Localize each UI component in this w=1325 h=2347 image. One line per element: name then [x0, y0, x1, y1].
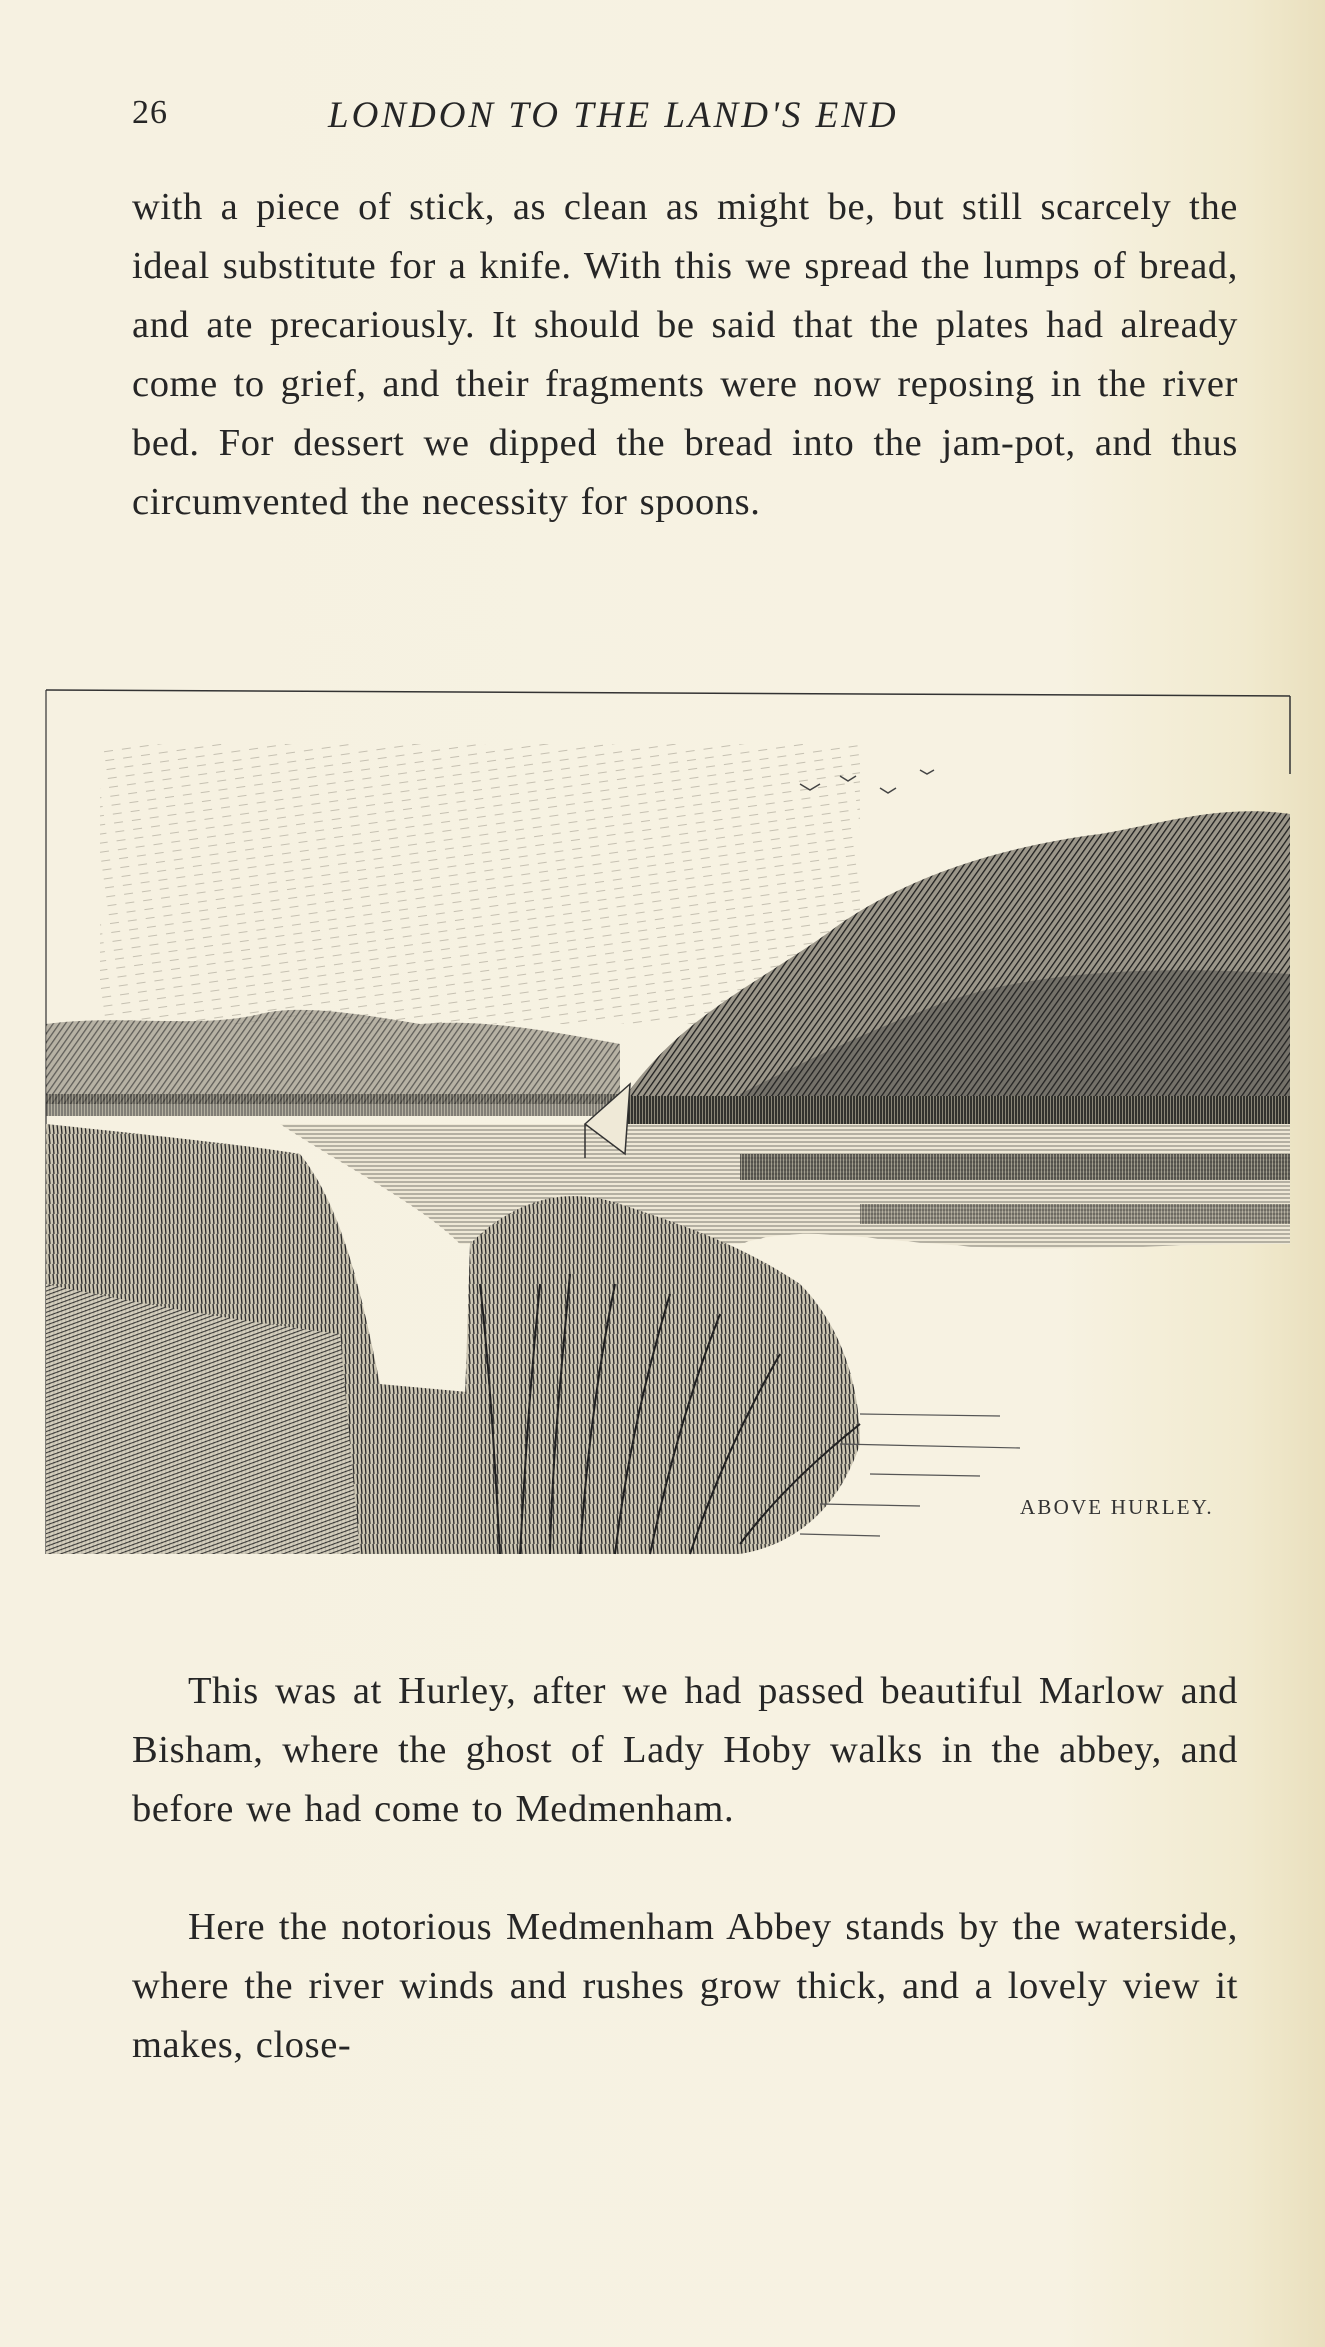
page-number: 26	[132, 94, 168, 131]
paragraph: Here the notorious Medmenham Abbey stands by the waterside, where the river winds and rushes grow thick, and a lovely view it makes, close-	[132, 1906, 1238, 2066]
running-title: LONDON TO THE LAND'S END	[328, 95, 899, 136]
running-head	[132, 94, 1242, 144]
engraving-river-scene	[40, 684, 1296, 1564]
paragraph-continued: with a piece of stick, as clean as might be, but still scarcely the ideal substitute for a knife. With this we spread the lumps of bread, and ate precariously. It should be said that the plates had already come to grief, and their fragments were now reposing in the river bed. For dessert we dipped the bread into the jam-pot, and thus circumvented the necessity for spoons.	[132, 186, 1238, 523]
illustration-caption: ABOVE HURLEY.	[1020, 1495, 1214, 1519]
paragraph: This was at Hurley, after we had passed beautiful Marlow and Bisham, where the ghost of Lady Hoby walks in the abbey, and before we had come to Medmenham.	[132, 1670, 1238, 1830]
